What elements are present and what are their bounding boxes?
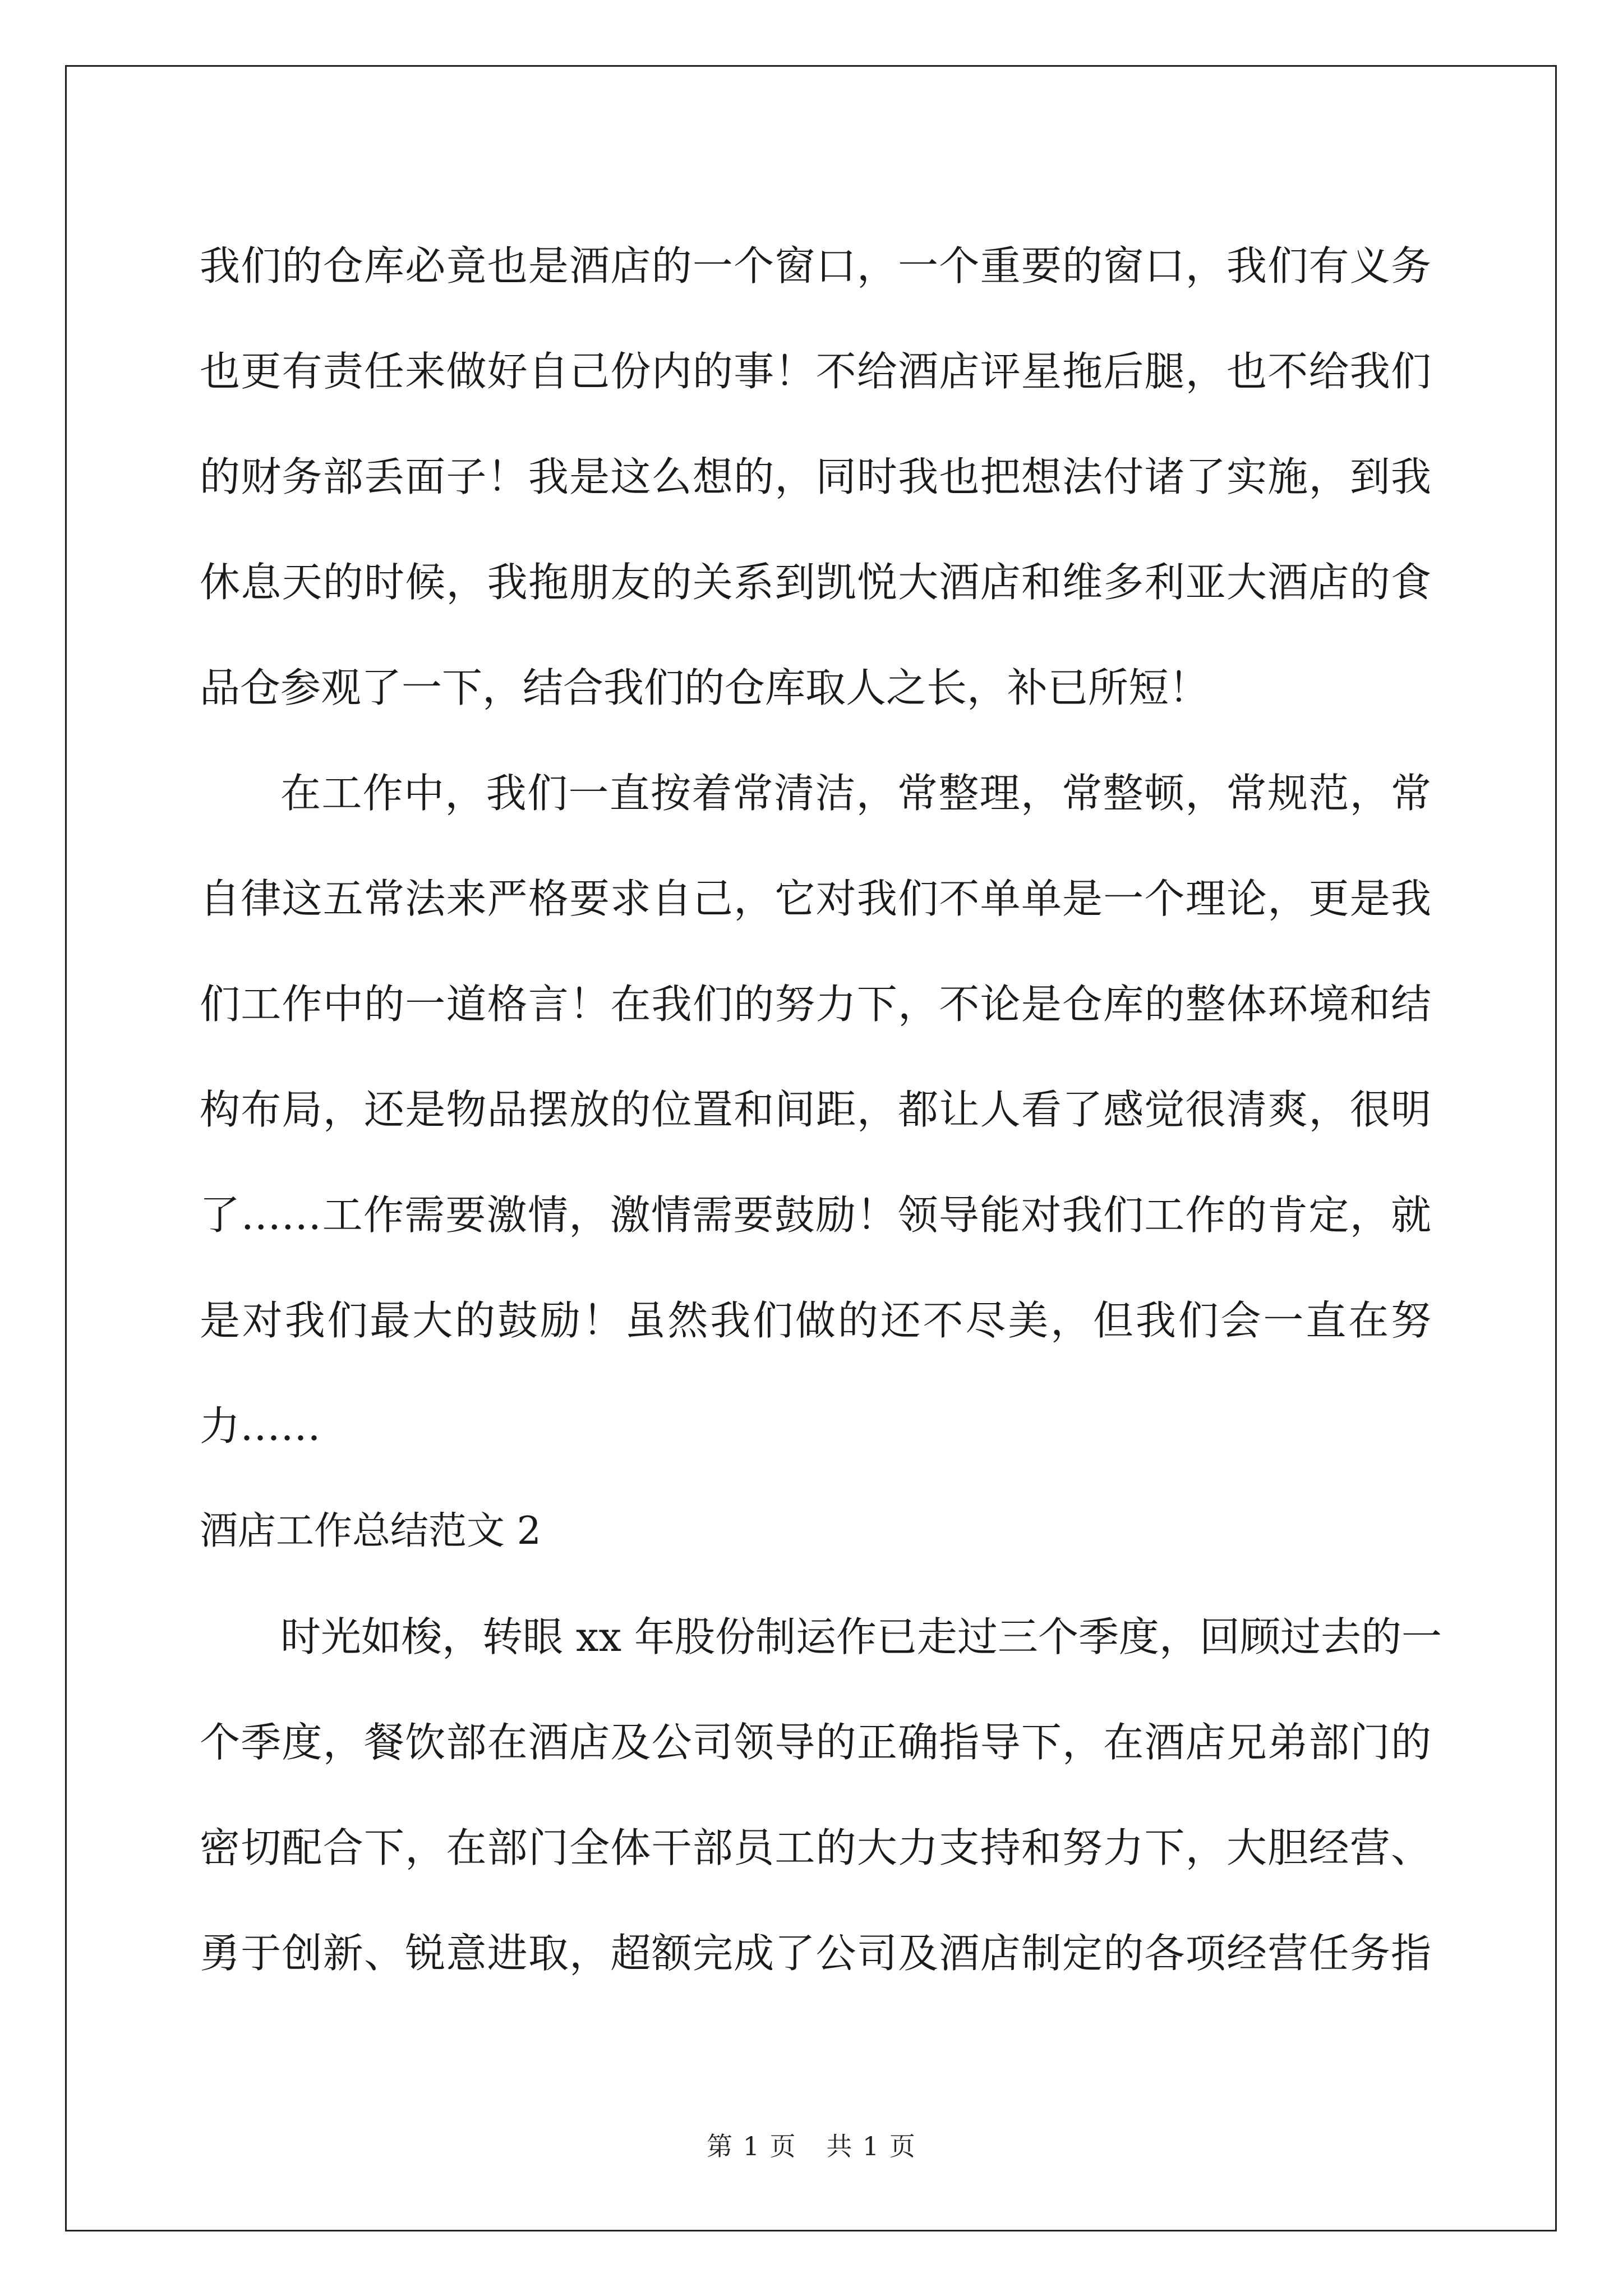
paragraph: [200, 740, 1431, 1479]
text-line: 休息天的时候，我拖朋友的关系到凯悦大酒店和维多利亚大酒店的食: [200, 559, 1431, 606]
text-line: 时光如梭，转眼 xx 年股份制运作已走过三个季度，回顾过去的一: [280, 1613, 1442, 1660]
text-line: 我们的仓库必竟也是酒店的一个窗口，一个重要的窗口，我们有义务: [200, 242, 1431, 289]
page-total: 共 1 页: [826, 2131, 916, 2161]
page-footer: [0, 2126, 1623, 2163]
paragraph: [200, 213, 1431, 740]
text-line: 勇于创新、锐意进取，超额完成了公司及酒店制定的各项经营任务指: [200, 1930, 1431, 1977]
text-line: 个季度，餐饮部在酒店及公司领导的正确指导下，在酒店兄弟部门的: [200, 1719, 1431, 1766]
document-body: [200, 213, 1442, 2006]
text-line: 的财务部丢面子！我是这么想的，同时我也把想法付诸了实施，到我: [200, 453, 1431, 500]
text-line: 了……工作需要激情，激情需要鼓励！领导能对我们工作的肯定，就: [200, 1191, 1431, 1239]
text-line: 也更有责任来做好自己份内的事！不给酒店评星拖后腿，也不给我们: [200, 348, 1431, 395]
text-line: 构布局，还是物品摆放的位置和间距，都让人看了感觉很清爽，很明: [200, 1086, 1431, 1133]
paragraph: [200, 1584, 1442, 2006]
text-line: 自律这五常法来严格要求自己，它对我们不单单是一个理论，更是我: [200, 875, 1431, 922]
text-line: 密切配合下，在部门全体干部员工的大力支持和努力下，大胆经营、: [200, 1824, 1431, 1871]
text-line: 品仓参观了一下，结合我们的仓库取人之长，补已所短！: [200, 664, 1210, 711]
text-line: 在工作中，我们一直按着常清洁，常整理，常整顿，常规范，常: [280, 770, 1431, 817]
text-line: 力……: [200, 1402, 321, 1450]
section-heading: 酒店工作总结范文 2: [200, 1509, 541, 1553]
text-line: 们工作中的一道格言！在我们的努力下，不论是仓库的整体环境和结: [200, 981, 1431, 1028]
text-line: 是对我们最大的鼓励！虽然我们做的还不尽美，但我们会一直在努: [200, 1297, 1431, 1344]
page-number: 第 1 页: [707, 2131, 797, 2161]
